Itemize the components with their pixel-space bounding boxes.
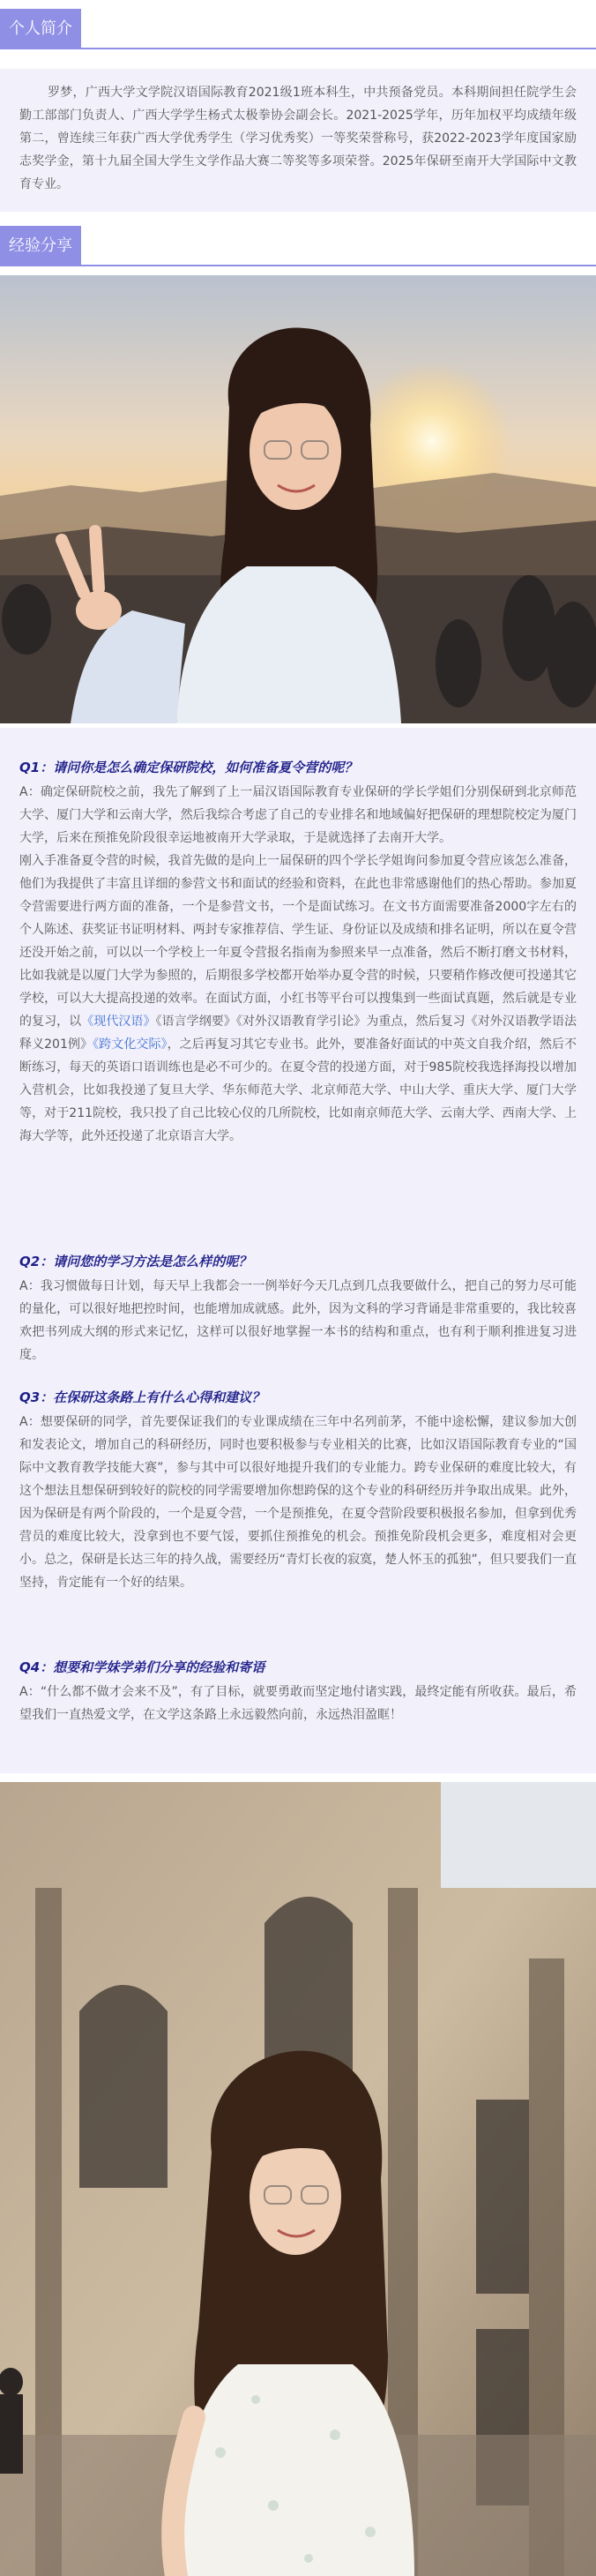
answer-1-paragraph-2b: 《语言学纲要》《对外汉语教育学引论》为重点，然后复习《对外汉语教学语法释义201例》 [19, 1015, 577, 1052]
question-4: Q4：想要和学妹学弟们分享的经验和寄语 [19, 1659, 265, 1675]
section-divider [0, 265, 596, 266]
book-link-modern-chinese[interactable]: 《现代汉语》 [81, 1015, 156, 1029]
answer-1-paragraph-1: A：确定保研院校之前，我先了解到了上一届汉语国际教育专业保研的学长学姐们分别保研到北京师范大学、厦门大学和云南大学，然后我综合考虑了自己的专业排名和地域偏好把保研的理想院校定为厦门大学，后来在预推免阶段很幸运地被南开大学录取，于是就选择了去南开大学。 [19, 785, 577, 845]
experience-section-title: 经验分享 [0, 226, 81, 266]
section-divider [0, 48, 596, 49]
qa-item-4 [19, 1656, 577, 1726]
profile-panel [0, 69, 596, 212]
answer-2: A：我习惯做每日计划，每天早上我都会一一例举好今天几点到几点我要做什么，把自己的努力尽可能的量化，可以很好地把控时间，也能增加成就感。此外，因为文科的学习背诵是非常重要的，我比较喜欢把书列成大纲的形式来记忆，这样可以很好地掌握一本书的结构和重点，也有利于顺利推进复习进度。 [19, 1279, 577, 1362]
portrait-photo-building [0, 1782, 596, 2576]
profile-section-header [0, 9, 596, 49]
answer-1-paragraph-2: 刚入手准备夏令营的时候，我首先做的是向上一届保研的四个学长学姐询问参加夏令营应该怎么准备，他们为我提供了丰富且详细的参营文书和面试的经验和资料，在此也非常感谢他们的热心帮助。参加夏令营需要进行两方面的准备，一个是参营文书，一个是面试练习。在文书方面需要准备2000字左右的个人陈述、获奖证书证明材料、两封专家推荐信、学生证、身份证以及成绩和排名证明，所以在夏令营还没开始之前，可以以一个学校上一年夏令营报名指南为参照来早一点准备，然后不断打磨文书材料，比如我就是以厦门大学为参照的，后期很多学校都开始举办夏令营的时候，只要稍作修改便可投递其它学校，可以大大提高投递的效率。在面试方面，小红书等平台可以搜集到一些面试真题，然后就是专业的复习，以 [19, 854, 577, 1029]
book-link-intercultural[interactable]: 《跨文化交际》 [93, 1037, 168, 1052]
interview-panel [0, 728, 596, 1773]
portrait-photo-sunset [0, 275, 596, 723]
question-2: Q2：请问您的学习方法是怎么样的呢？ [19, 1254, 252, 1269]
profile-text: 罗梦，广西大学文学院汉语国际教育2021级1班本科生，中共预备党员。本科期间担任院学生会勤工部部门负责人、广西大学学生杨式太极拳协会副会长。2021-2025学年，历年加权平均成绩年级第二，曾连续三年获广西大学优秀学生（学习优秀奖）一等奖荣誉称号，获2022-2023学年度国家励志奖学金，第十九届全国大学生文学作品大赛二等奖等多项荣誉。2025年保研至南开大学国际中文教育专业。 [19, 86, 577, 191]
qa-item-1 [19, 756, 577, 1148]
profile-section-title: 个人简介 [0, 9, 81, 49]
qa-item-3 [19, 1386, 577, 1594]
answer-4: A：“什么都不做才会来不及”，有了目标，就要勇敢而坚定地付诸实践，最终定能有所收获。最后，希望我们一直热爱文学，在文学这条路上永远毅然向前，永远热泪盈眶！ [19, 1685, 577, 1722]
question-3: Q3：在保研这条路上有什么心得和建议？ [19, 1389, 265, 1405]
answer-1 [19, 781, 577, 1148]
answer-1-paragraph-2c: ，之后再复习其它专业书。此外，要准备好面试的中英文自我介绍，然后不断练习，每天的英语口语训练也是必不可少的。在夏令营的投递方面，对于985院校我选择海投以增加入营机会，比如我投递了复旦大学、华东师范大学、北京师范大学、中山大学、重庆大学、厦门大学等，对于211院校，我只投了自己比较心仪的几所院校，比如南京师范大学、云南大学、西南大学、上海大学等，此外还投递了北京语言大学。 [19, 1037, 577, 1143]
question-1: Q1：请问你是怎么确定保研院校，如何准备夏令营的呢？ [19, 760, 358, 775]
answer-3: A：想要保研的同学，首先要保证我们的专业课成绩在三年中名列前茅，不能中途松懈，建议参加大创和发表论文，增加自己的科研经历，同时也要积极参与专业相关的比赛，比如汉语国际教育专业的“国际中文教育教学技能大赛”，参与其中可以很好地提升我们的专业能力。跨专业保研的难度比较大，有这个想法且想保研到较好的院校的同学需要增加你想跨保的这个专业的科研经历并争取出成果。此外，因为保研是有两个阶段的，一个是夏令营，一个是预推免，在夏令营阶段要积极报名参加，但拿到优秀营员的难度比较大，没拿到也不要气馁，要抓住预推免的机会。预推免阶段机会更多，难度相对会更小。总之，保研是长达三年的持久战，需要经历“青灯长夜的寂寞，楚人怀玉的孤独”，但只要我们一直坚持，肯定能有一个好的结果。 [19, 1415, 577, 1590]
experience-section-header [0, 226, 596, 266]
qa-item-2 [19, 1250, 577, 1367]
